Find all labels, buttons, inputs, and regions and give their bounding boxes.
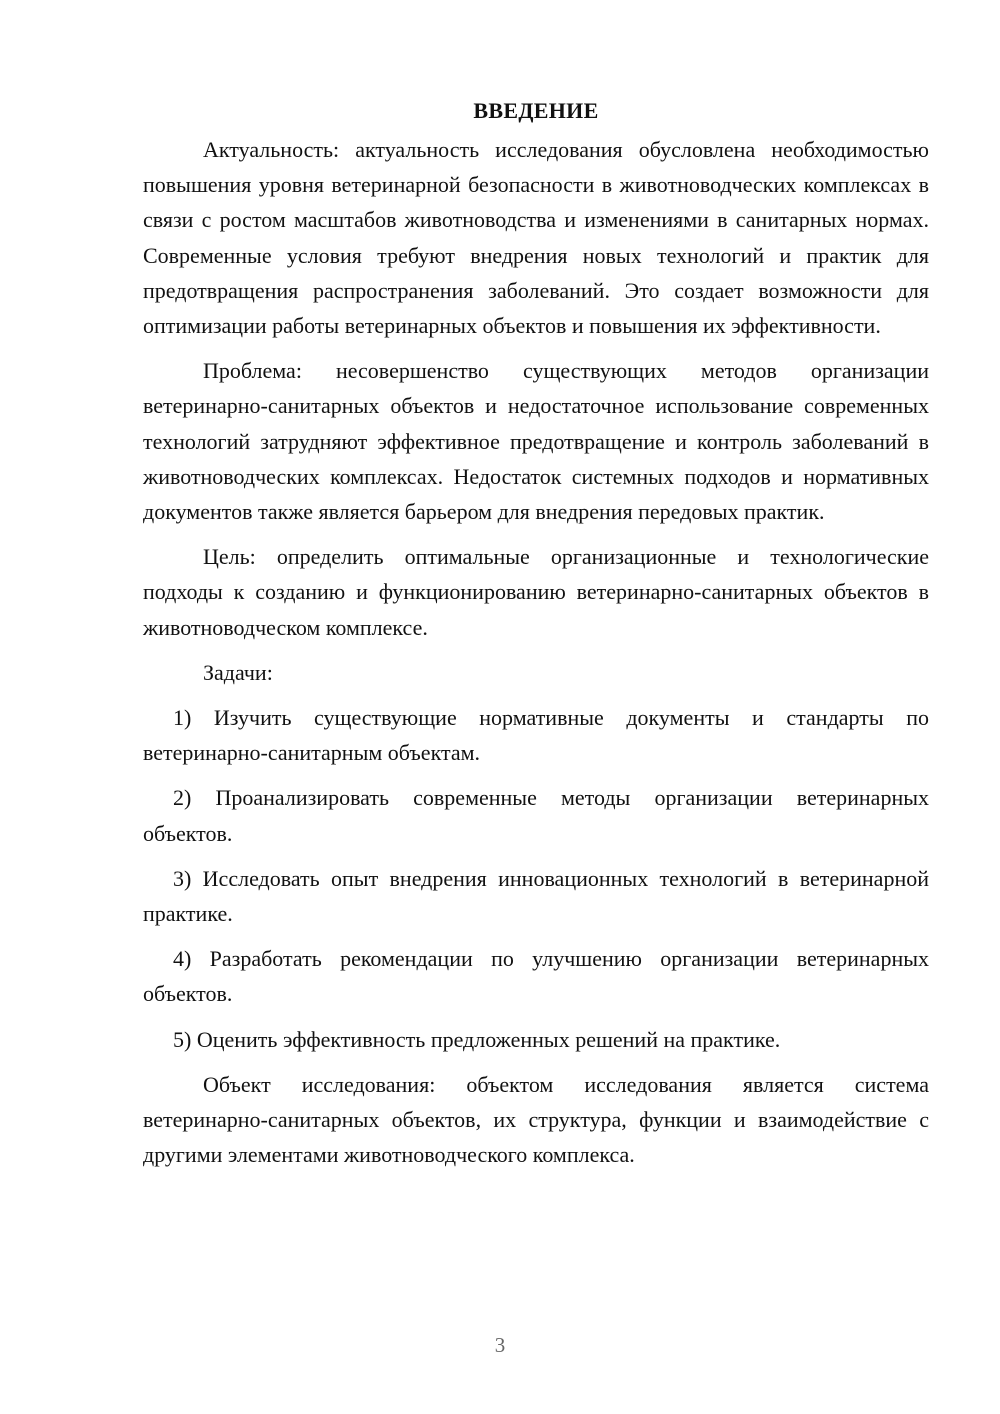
- document-page: [143, 94, 929, 1182]
- goal-paragraph: Цель: определить оптимальные организационные и технологические подходы к созданию и функционированию ветеринарно-санитарных объектов в животноводческом комплексе.: [143, 544, 929, 640]
- relevance-paragraph: Актуальность: актуальность исследования обусловлена необходимостью повышения уровня ветеринарной безопасности в животноводческих комплексах в связи с ростом масштабов животноводства и изменениями в санитарных нормах. Современные условия требуют внедрения новых технологий и практик для предотвращения распространения заболеваний. Это создает возможности для оптимизации работы ветеринарных объектов и повышения их эффективности.: [143, 137, 929, 339]
- task-item-5: 5) Оценить эффективность предложенных решений на практике.: [173, 1026, 781, 1052]
- research-object-paragraph: Объект исследования: объектом исследования является система ветеринарно-санитарных объектов, их структура, функции и взаимодействие с другими элементами животноводческого комплекса.: [143, 1071, 929, 1168]
- page-number: 3: [494, 1333, 506, 1357]
- task-item-4: 4) Разработать рекомендации по улучшению организации ветеринарных объектов.: [143, 946, 929, 1007]
- task-item-1: 1) Изучить существующие нормативные документы и стандарты по ветеринарно-санитарным объектам.: [143, 705, 929, 766]
- task-item-2: 2) Проанализировать современные методы организации ветеринарных объектов.: [143, 785, 929, 846]
- page-title: ВВЕДЕНИЕ: [473, 98, 599, 123]
- problem-paragraph: Проблема: несовершенство существующих методов организации ветеринарно-санитарных объектов и недостаточное использование современных технологий затрудняют эффективное предотвращение и контроль заболеваний в животноводческих комплексах. Недостаток системных подходов и нормативных документов также является барьером для внедрения передовых практик.: [143, 358, 929, 525]
- tasks-heading: Задачи:: [203, 659, 273, 685]
- task-item-3: 3) Исследовать опыт внедрения инновационных технологий в ветеринарной практике.: [143, 865, 929, 927]
